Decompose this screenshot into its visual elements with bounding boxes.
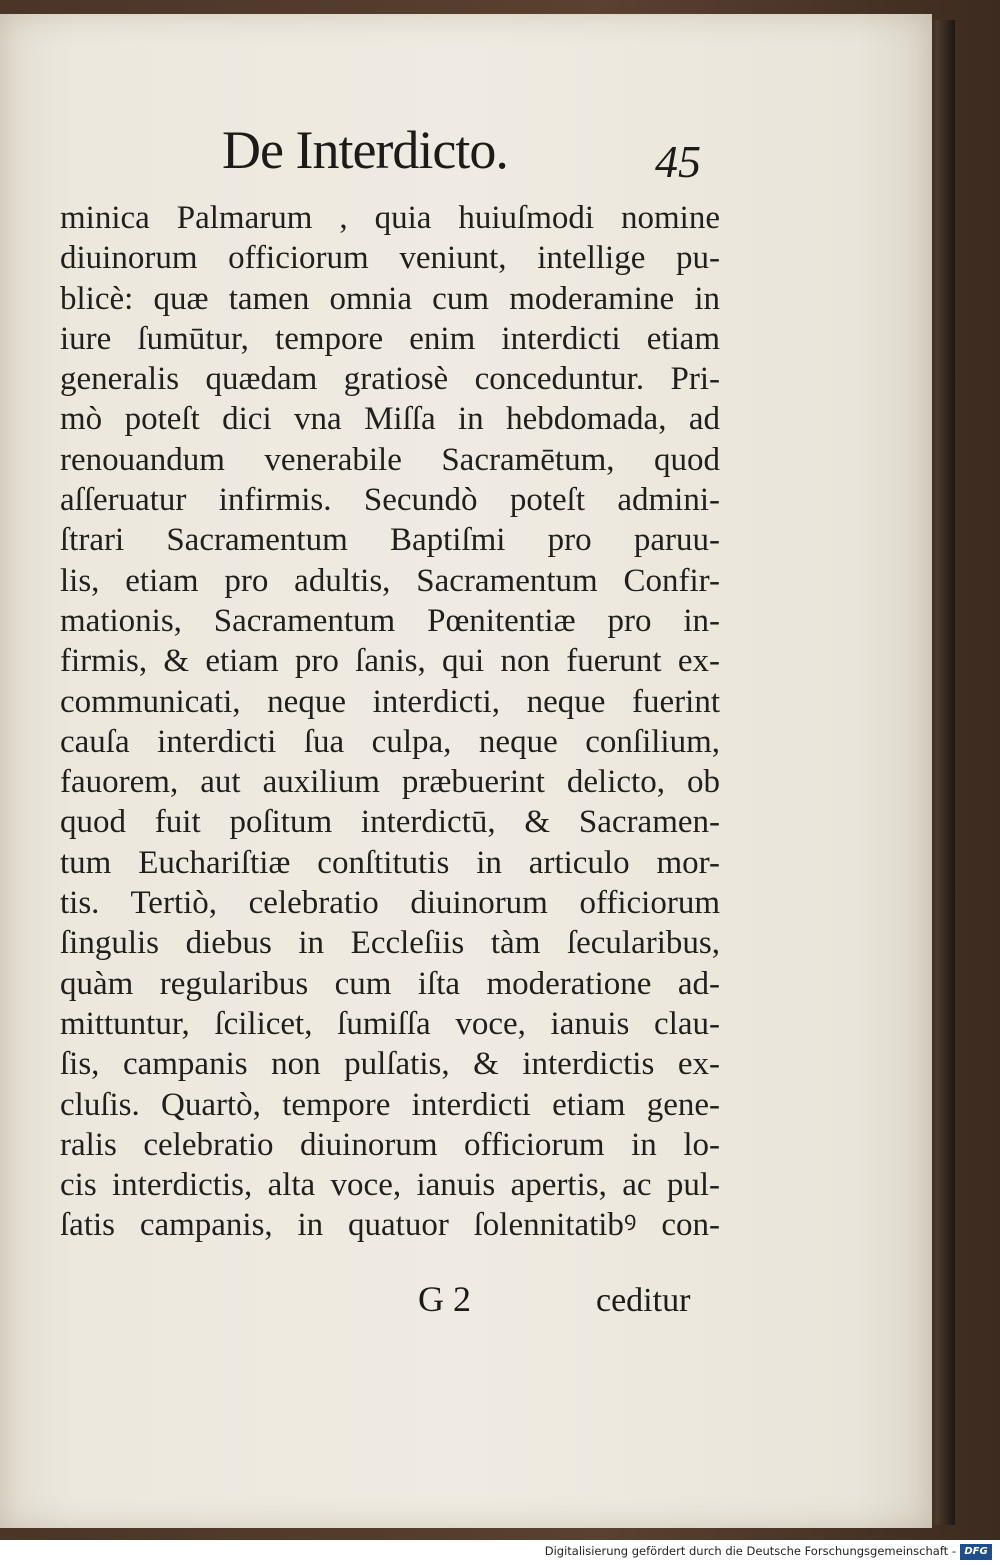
text-line: generalis quædam gratiosè conceduntur. Pri- (60, 361, 720, 398)
catchword: ceditur (596, 1282, 691, 1319)
text-line: renouandum venerabile Sacramētum, quod (60, 441, 720, 478)
text-line: cis interdictis, alta voce, ianuis apertis, ac pul- (60, 1167, 720, 1204)
text-line: ſis, campanis non pulſatis, & interdictis ex- (60, 1046, 720, 1083)
text-line: cauſa interdicti ſua culpa, neque conſilium, (60, 723, 720, 760)
credit-bar (0, 1540, 1000, 1565)
text-line: quod fuit poſitum interdictū, & Sacramen- (60, 804, 720, 841)
page-footer (0, 1278, 932, 1328)
text-line: tum Euchariſtiæ conſtitutis in articulo mor- (60, 844, 720, 881)
text-line: lis, etiam pro adultis, Sacramentum Confir- (60, 562, 720, 599)
text-line: mittuntur, ſcilicet, ſumiſſa voce, ianuis clau- (60, 1005, 720, 1042)
text-line: cluſis. Quartò, tempore interdicti etiam gene- (60, 1086, 720, 1123)
signature-mark: G 2 (418, 1279, 471, 1319)
text-line: ſatis campanis, in quatuor ſolennitatibꝰ con- (60, 1207, 720, 1244)
text-line: tis. Tertiò, celebratio diuinorum officiorum (60, 885, 720, 922)
text-line: ſtrari Sacramentum Baptiſmi pro paruu- (60, 522, 720, 559)
text-line: aſſeruatur infirmis. Secundò poteſt admini- (60, 482, 720, 519)
text-line: ralis celebratio diuinorum officiorum in lo- (60, 1126, 720, 1163)
text-line: fauorem, aut auxilium præbuerint delicto, ob (60, 764, 720, 801)
credit-text: Digitalisierung gefördert durch die Deutsche Forschungsgemeinschaft - (544, 1544, 956, 1558)
text-line: communicati, neque interdicti, neque fuerint (60, 683, 720, 720)
text-line: blicè: quæ tamen omnia cum moderamine in (60, 280, 720, 317)
text-line: diuinorum officiorum veniunt, intellige pu- (60, 240, 720, 277)
page-header (0, 119, 932, 189)
text-line: firmis, & etiam pro ſanis, qui non fuerunt ex- (60, 643, 720, 680)
running-title: De Interdicto. (222, 120, 508, 180)
text-line: mationis, Sacramentum Pœnitentiæ pro in- (60, 602, 720, 639)
book-page (0, 14, 932, 1528)
text-line: iure ſumūtur, tempore enim interdicti etiam (60, 320, 720, 357)
page-number: 45 (655, 136, 701, 187)
text-line: quàm regularibus cum iſta moderatione ad- (60, 965, 720, 1002)
text-line: minica Palmarum , quia huiuſmodi nomine (60, 200, 720, 236)
text-line: ſingulis diebus in Eccleſiis tàm ſecularibus, (60, 925, 720, 962)
dfg-logo-icon: DFG (960, 1544, 992, 1560)
body-text (60, 198, 720, 1246)
text-line: mò poteſt dici vna Miſſa in hebdomada, ad (60, 401, 720, 438)
